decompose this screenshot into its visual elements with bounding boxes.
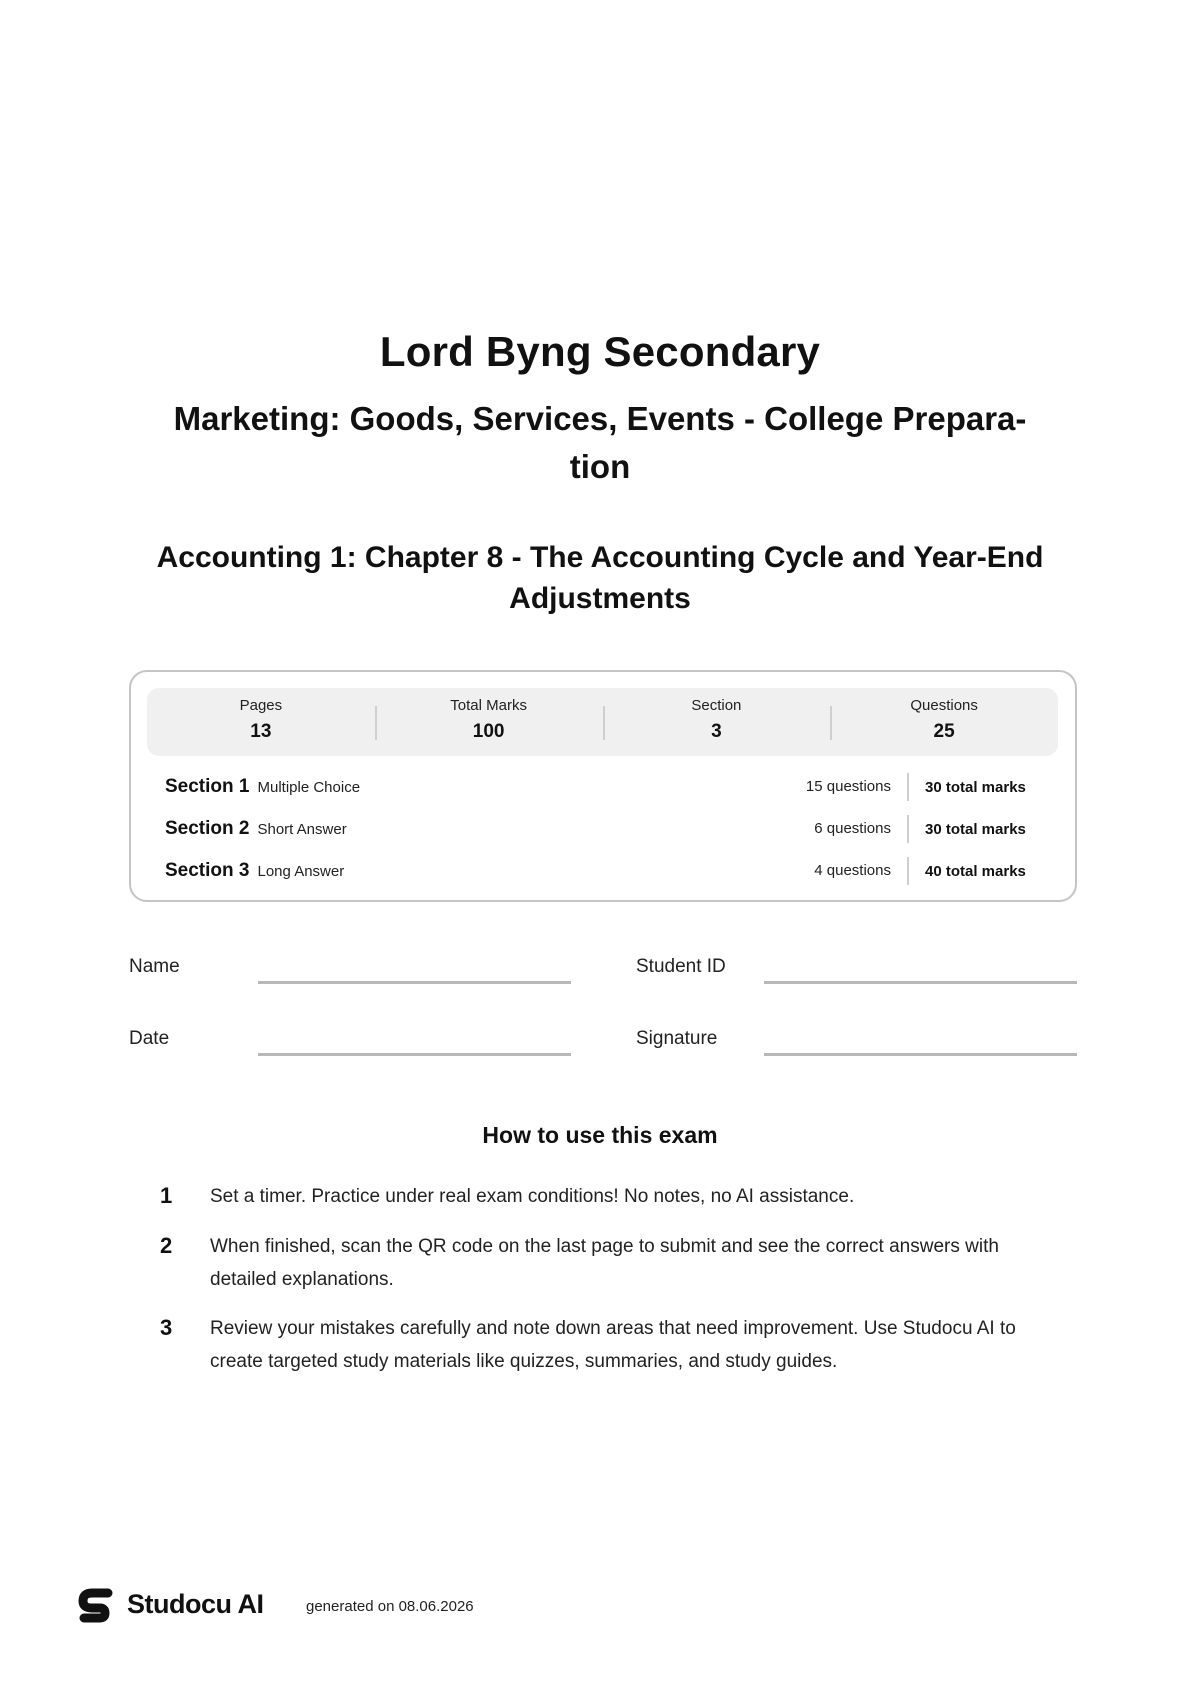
step-number: 1 <box>160 1183 173 1208</box>
step-text: Review your mistakes carefully and note down areas that need improvement. Use Studocu AI to create targeted study materials like quizzes, summaries, and study guides. <box>210 1318 1016 1372</box>
stat-pages <box>147 688 375 756</box>
stat-total-marks <box>375 688 603 756</box>
section-row-2 <box>165 814 1045 844</box>
section-name: Section 3 <box>165 860 250 881</box>
stat-sections <box>603 688 831 756</box>
stat-value: 13 <box>250 721 272 742</box>
stat-value: 25 <box>933 721 955 742</box>
stat-questions <box>830 688 1058 756</box>
section-marks: 30 total marks <box>925 778 1026 796</box>
instruction-step <box>160 1230 1060 1296</box>
studocu-logo-icon <box>78 1587 114 1627</box>
step-text: Set a timer. Practice under real exam conditions! No notes, no AI assistance. <box>210 1186 855 1207</box>
date-label: Date <box>129 1028 170 1049</box>
section-name: Section 1 <box>165 776 250 797</box>
stat-value: 3 <box>711 721 722 742</box>
section-row-3 <box>165 856 1045 886</box>
stat-value: 100 <box>472 721 505 742</box>
course-title: Marketing: Goods, Services, Events - College Prepara- tion <box>173 400 1027 485</box>
section-question-count: 6 questions <box>814 815 909 843</box>
chapter-title: Accounting 1: Chapter 8 - The Accounting Cycle and Year-End Adjustments <box>156 541 1044 615</box>
section-question-count: 4 questions <box>814 857 909 885</box>
section-type: Long Answer <box>257 862 345 880</box>
exam-summary-card <box>129 670 1077 902</box>
date-field[interactable] <box>258 1053 571 1056</box>
step-number: 3 <box>160 1315 173 1340</box>
step-number: 2 <box>160 1233 173 1258</box>
section-question-count: 15 questions <box>806 773 909 801</box>
step-text: When finished, scan the QR code on the last page to submit and see the correct answers with detailed explanations. <box>210 1236 999 1290</box>
signature-label: Signature <box>636 1028 718 1049</box>
instruction-step <box>160 1312 1060 1378</box>
instruction-step <box>160 1180 1060 1213</box>
section-row-1 <box>165 772 1045 802</box>
section-type: Multiple Choice <box>257 778 361 796</box>
student-id-field[interactable] <box>764 981 1077 984</box>
section-marks: 40 total marks <box>925 862 1026 880</box>
section-marks: 30 total marks <box>925 820 1026 838</box>
name-label: Name <box>129 956 180 977</box>
howto-title: How to use this exam <box>482 1122 718 1148</box>
stat-label: Total Marks <box>450 697 527 714</box>
school-name: Lord Byng Secondary <box>379 328 821 375</box>
generated-date: generated on 08.06.2026 <box>306 1598 474 1615</box>
stat-label: Pages <box>239 697 283 714</box>
brand-name: Studocu AI <box>127 1589 264 1619</box>
signature-field[interactable] <box>764 1053 1077 1056</box>
stats-bar <box>147 688 1058 756</box>
stat-label: Section <box>691 697 742 714</box>
student-id-label: Student ID <box>636 956 726 977</box>
section-type: Short Answer <box>257 820 347 838</box>
name-field[interactable] <box>258 981 571 984</box>
stat-label: Questions <box>910 697 978 714</box>
section-name: Section 2 <box>165 818 250 839</box>
